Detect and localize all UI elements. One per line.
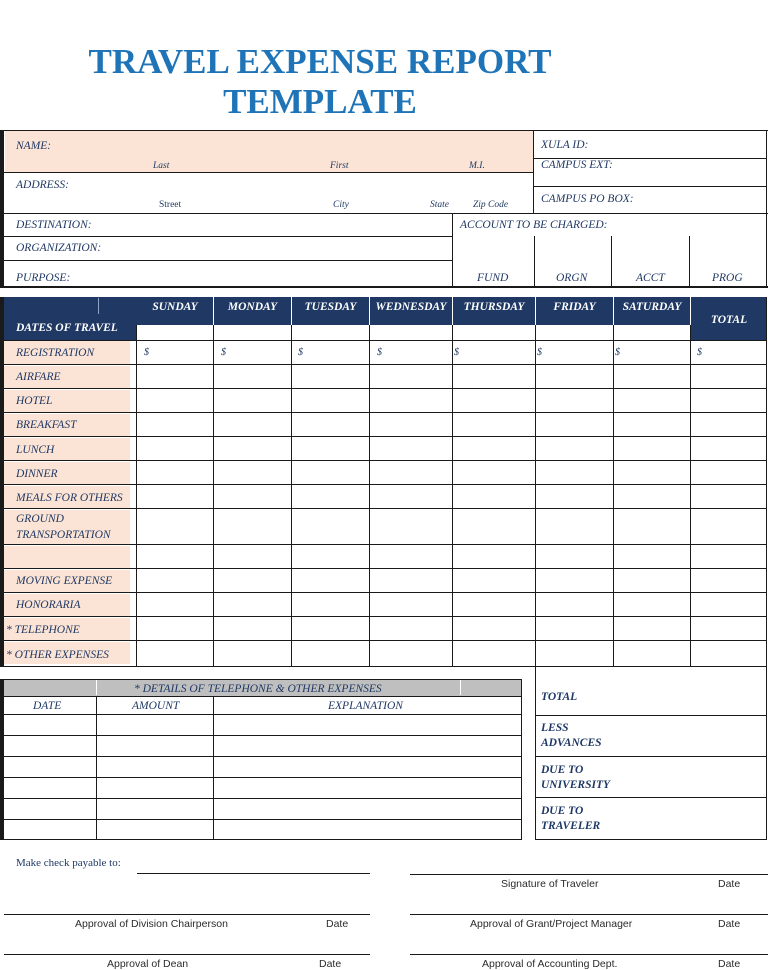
summary-due-to-2: DUE TO [541, 805, 584, 817]
day-friday: FRIDAY [553, 301, 596, 313]
check-payable-line[interactable] [137, 873, 370, 874]
traveler-signature-line[interactable] [410, 874, 768, 875]
row-other-expenses: * OTHER EXPENSES [6, 649, 109, 661]
row-meals-for-others: MEALS FOR OTHERS [16, 492, 123, 504]
zip-label: Zip Code [473, 200, 509, 210]
summary-due-to-1: DUE TO [541, 764, 584, 776]
accounting-signature-line[interactable] [410, 954, 768, 955]
grant-manager-signature-line[interactable] [410, 914, 768, 915]
last-label: Last [153, 161, 170, 171]
chairperson-signature-line[interactable] [4, 914, 370, 915]
dean-label: Approval of Dean [107, 958, 189, 970]
details-amount-header: AMOUNT [132, 700, 180, 712]
details-header: * DETAILS OF TELEPHONE & OTHER EXPENSES [134, 683, 382, 695]
row-registration: REGISTRATION [16, 347, 95, 359]
day-saturday: SATURDAY [622, 301, 682, 313]
campus-po-label: CAMPUS PO BOX: [541, 193, 634, 205]
currency-friday: $ [537, 347, 542, 358]
day-sunday: SUNDAY [152, 301, 198, 313]
chairperson-label: Approval of Division Chairperson [75, 918, 228, 930]
acct-label: ACCT [636, 272, 665, 284]
state-label: State [430, 200, 449, 210]
currency-saturday: $ [615, 347, 620, 358]
name-label: NAME: [16, 140, 52, 152]
row-moving-expense: MOVING EXPENSE [16, 575, 113, 587]
grant-manager-date-label: Date [718, 918, 741, 930]
row-airfare: AIRFARE [16, 371, 61, 383]
currency-tuesday: $ [298, 347, 303, 358]
purpose-label: PURPOSE: [16, 272, 71, 284]
currency-thursday: $ [454, 347, 459, 358]
summary-less: LESS [541, 722, 569, 734]
row-telephone: * TELEPHONE [6, 624, 80, 636]
name-field-bg[interactable] [5, 131, 533, 172]
summary-advances: ADVANCES [541, 737, 602, 749]
details-date-header: DATE [33, 700, 62, 712]
traveler-date-label: Date [718, 878, 741, 890]
summary-university: UNIVERSITY [541, 779, 611, 791]
summary-traveler: TRAVELER [541, 820, 601, 832]
xula-id-label: XULA ID: [541, 139, 589, 151]
row-transportation: TRANSPORTATION [16, 529, 111, 541]
row-ground: GROUND [16, 513, 64, 525]
mi-label: M.I. [469, 161, 485, 171]
accounting-label: Approval of Accounting Dept. [482, 958, 618, 970]
first-label: First [330, 161, 349, 171]
orgn-label: ORGN [556, 272, 588, 284]
day-thursday: THURSDAY [463, 301, 525, 313]
row-dinner: DINNER [16, 468, 58, 480]
currency-sunday: $ [144, 347, 149, 358]
day-monday: MONDAY [227, 301, 278, 313]
destination-label: DESTINATION: [16, 219, 92, 231]
accounting-date-label: Date [718, 958, 741, 970]
grant-manager-label: Approval of Grant/Project Manager [470, 918, 633, 930]
campus-ext-label: CAMPUS EXT: [541, 159, 613, 171]
row-honoraria: HONORARIA [16, 599, 81, 611]
address-label: ADDRESS: [16, 179, 70, 191]
day-tuesday: TUESDAY [304, 301, 357, 313]
organization-label: ORGANIZATION: [16, 242, 102, 254]
currency-total: $ [697, 347, 702, 358]
dates-of-travel-label: DATES OF TRAVEL [16, 322, 118, 334]
dean-date-label: Date [319, 958, 342, 970]
total-column-header: TOTAL [710, 314, 748, 326]
day-wednesday: WEDNESDAY [375, 301, 447, 313]
dean-signature-line[interactable] [4, 954, 370, 955]
currency-monday: $ [221, 347, 226, 358]
check-payable-label: Make check payable to: [16, 857, 121, 869]
row-hotel: HOTEL [16, 395, 53, 407]
traveler-signature-label: Signature of Traveler [501, 878, 599, 890]
page-title-line2: TEMPLATE [223, 82, 417, 121]
prog-label: PROG [712, 272, 743, 284]
city-label: City [333, 200, 349, 210]
chairperson-date-label: Date [326, 918, 349, 930]
currency-wednesday: $ [377, 347, 382, 358]
fund-label: FUND [477, 272, 509, 284]
details-explanation-header: EXPLANATION [328, 700, 403, 712]
row-breakfast: BREAKFAST [16, 419, 77, 431]
summary-total: TOTAL [541, 691, 578, 703]
account-label: ACCOUNT TO BE CHARGED: [460, 219, 608, 231]
page-title: TRAVEL EXPENSE REPORT [88, 42, 552, 81]
row-lunch: LUNCH [16, 444, 55, 456]
street-label: Street [159, 200, 182, 210]
